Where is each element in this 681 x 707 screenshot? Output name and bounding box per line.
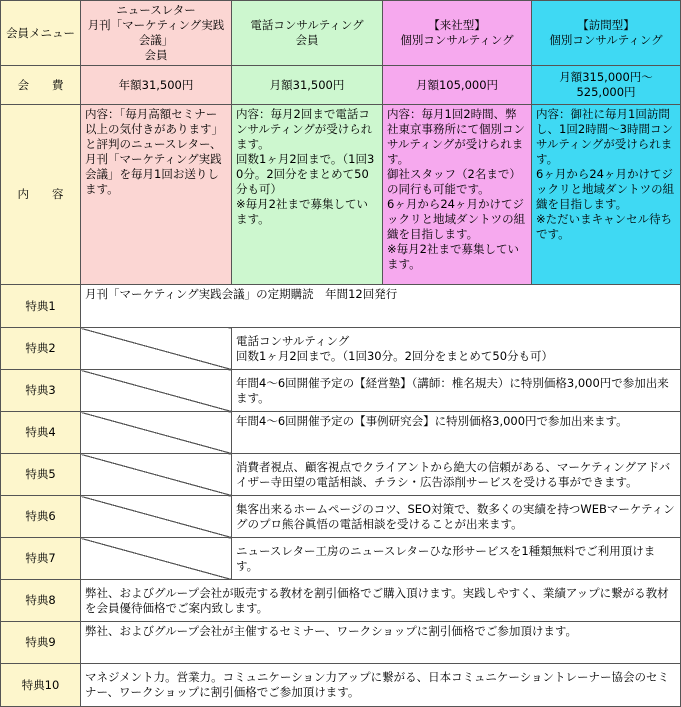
benefit-text: 弊社、およびグループ会社が販売する教材を割引価格でご購入頂けます。実践しやすく、業績アップに繋がる教材を会員優待価格でご案内致します。 — [81, 580, 681, 622]
benefit-label: 特典4 — [1, 412, 81, 454]
not-applicable-cell — [81, 412, 232, 454]
content-label: 内 容 — [1, 105, 81, 285]
benefit-label: 特典2 — [1, 328, 81, 370]
benefit-text: 弊社、およびグループ会社が主催するセミナー、ワークショップに割引価格でご参加頂けます。 — [81, 622, 681, 664]
not-applicable-cell — [81, 538, 232, 580]
benefit-row — [1, 622, 681, 664]
content-onsite-visit: 内容：御社に毎月1回訪問し、1回2時間～3時間コンサルティングが受けられます。 6ヶ月から24ヶ月かけてジックリと地域ダントツの組織を目指します。 ※ただいまキャンセル待ちです。 — [532, 105, 681, 285]
benefit-row — [1, 370, 681, 412]
benefit-text: マネジメント力。営業力。コミュニケーション力アップに繋がる、日本コミュニケーショントレーナー協会のセミナー、ワークショップに割引価格でご参加頂けます。 — [81, 664, 681, 707]
plan-visit-office: 【来社型】 個別コンサルティング — [383, 1, 532, 66]
fee-label: 会 費 — [1, 66, 81, 105]
not-applicable-cell — [81, 328, 232, 370]
benefit-row — [1, 664, 681, 707]
content-phone-consulting: 内容：毎月2回まで電話コンサルティングが受けられます。 回数1ヶ月2回まで。（1回30分。2回分をまとめて50分も可） ※毎月2社まで募集しています。 — [232, 105, 383, 285]
benefit-row — [1, 538, 681, 580]
benefit-label: 特典10 — [1, 664, 81, 707]
benefit-label: 特典9 — [1, 622, 81, 664]
content-newsletter: 内容：「毎月高額セミナー以上の気付きがあります」と評判のニュースレター、月刊「マーケティング実践会議」を毎月1回お送りします。 — [81, 105, 232, 285]
fee-onsite-visit: 月額315,000円～ 525,000円 — [532, 66, 681, 105]
benefit-label: 特典8 — [1, 580, 81, 622]
benefit-label: 特典7 — [1, 538, 81, 580]
benefit-row — [1, 412, 681, 454]
benefit-text: ニュースレター工房のニュースレターひな形サービスを1種類無料でご利用頂けます。 — [232, 538, 681, 580]
plan-newsletter: ニュースレター 月刊「マーケティング実践会議」 会員 — [81, 1, 232, 66]
benefit-label: 特典5 — [1, 454, 81, 496]
benefit-text: 月刊「マーケティング実践会議」の定期購読 年間12回発行 — [81, 285, 681, 328]
content-visit-office: 内容：毎月1回2時間、弊社東京事務所にて個別コンサルティングが受けられます。 御社スタッフ（2名まで）の同行も可能です。 6ヶ月から24ヶ月かけてジックリと地域ダントツの組織を目指します。 ※毎月2社まで募集しています。 — [383, 105, 532, 285]
header-row — [1, 1, 681, 66]
benefit-row — [1, 328, 681, 370]
benefit-label: 特典1 — [1, 285, 81, 328]
benefit-text: 消費者視点、顧客視点でクライアントから絶大の信頼がある、マーケティングアドバイザー寺田望の電話相談、チラシ・広告添削サービスを受ける事ができます。 — [232, 454, 681, 496]
plan-phone-consulting: 電話コンサルティング 会員 — [232, 1, 383, 66]
content-row — [1, 105, 681, 285]
fee-newsletter: 年額31,500円 — [81, 66, 232, 105]
fee-row — [1, 66, 681, 105]
benefit-text: 年間4～6回開催予定の【事例研究会】に特別価格3,000円で参加出来ます。 — [232, 412, 681, 454]
fee-phone-consulting: 月額31,500円 — [232, 66, 383, 105]
not-applicable-cell — [81, 370, 232, 412]
plan-onsite-visit: 【訪問型】 個別コンサルティング — [532, 1, 681, 66]
not-applicable-cell — [81, 454, 232, 496]
menu-label: 会員メニュー — [1, 1, 81, 66]
benefit-row — [1, 285, 681, 328]
benefit-label: 特典3 — [1, 370, 81, 412]
benefit-label: 特典6 — [1, 496, 81, 538]
benefit-row — [1, 580, 681, 622]
not-applicable-cell — [81, 496, 232, 538]
benefit-text: 集客出来るホームページのコツ、SEO対策で、数多くの実績を持つWEBマーケティングのプロ熊谷眞悟の電話相談を受けることが出来ます。 — [232, 496, 681, 538]
fee-visit-office: 月額105,000円 — [383, 66, 532, 105]
benefit-row — [1, 454, 681, 496]
benefit-row — [1, 496, 681, 538]
benefit-text: 電話コンサルティング 回数1ヶ月2回まで。（1回30分。2回分をまとめて50分も可） — [232, 328, 681, 370]
benefit-text: 年間4～6回開催予定の【経営塾】（講師：椎名規夫）に特別価格3,000円で参加出来ます。 — [232, 370, 681, 412]
